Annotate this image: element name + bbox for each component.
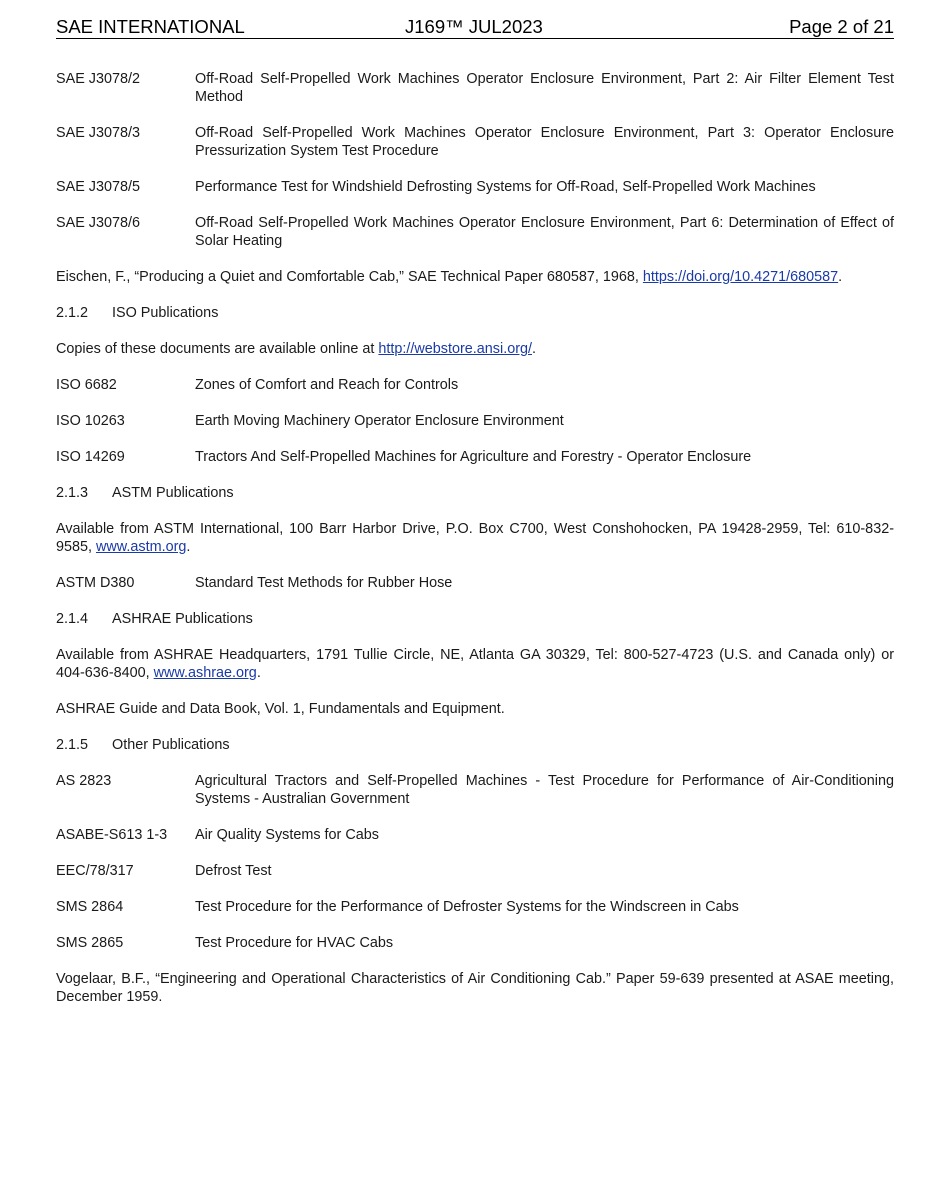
ashrae-guide-citation: ASHRAE Guide and Data Book, Vol. 1, Fundamentals and Equipment.	[56, 701, 505, 717]
doi-link[interactable]: https://doi.org/10.4271/680587	[642, 269, 839, 285]
reference-title: Test Procedure for the Performance of Defroster Systems for the Windscreen in Cabs	[195, 899, 739, 915]
ashrae-availability	[56, 646, 894, 682]
section-heading-iso	[56, 304, 894, 322]
citation-text: Eischen, F., “Producing a Quiet and Comfortable Cab,” SAE Technical Paper 680587, 1968,	[56, 269, 643, 285]
availability-text: Available from ASHRAE Headquarters, 1791 Tullie Circle, NE, Atlanta GA 30329, Tel: 800-527-4723 (U.S. and Canada only) or 404-636-8400,	[56, 647, 894, 681]
reference-title: Standard Test Methods for Rubber Hose	[195, 575, 453, 591]
reference-code: AS 2823	[56, 773, 112, 789]
section-title: ASTM Publications	[112, 485, 234, 501]
reference-title: Off-Road Self-Propelled Work Machines Operator Enclosure Environment, Part 6: Determination of Effect of Solar Heating	[195, 215, 894, 249]
astm-availability	[56, 520, 894, 556]
reference-entry	[56, 862, 894, 880]
ashrae-link[interactable]: www.ashrae.org	[153, 665, 257, 681]
section-title: ASHRAE Publications	[112, 611, 253, 627]
section-heading-astm	[56, 484, 894, 502]
reference-entry	[56, 214, 894, 250]
reference-code: ISO 6682	[56, 377, 117, 393]
reference-title: Test Procedure for HVAC Cabs	[195, 935, 394, 951]
reference-code: ASTM D380	[56, 575, 135, 591]
section-number: 2.1.2	[56, 305, 89, 321]
reference-entry	[56, 772, 894, 808]
availability-tail: .	[186, 539, 191, 555]
header-doc-id: J169™ JUL2023	[405, 16, 543, 37]
availability-text: Available from ASTM International, 100 Barr Harbor Drive, P.O. Box C700, West Conshohocken, PA 19428-2959, Tel: 610-832-9585,	[56, 521, 894, 555]
reference-entry	[56, 178, 894, 196]
reference-entry	[56, 898, 894, 916]
document-body	[56, 70, 894, 1024]
reference-entry	[56, 412, 894, 430]
header-org: SAE INTERNATIONAL	[56, 16, 245, 37]
reference-code: SAE J3078/6	[56, 215, 141, 231]
section-number: 2.1.5	[56, 737, 89, 753]
reference-title: Zones of Comfort and Reach for Controls	[195, 377, 459, 393]
availability-tail: .	[532, 341, 536, 357]
citation-tail: .	[838, 269, 843, 285]
availability-text: Copies of these documents are available online at	[56, 341, 379, 357]
reference-code: SMS 2864	[56, 899, 124, 915]
section-heading-ashrae	[56, 610, 894, 628]
section-number: 2.1.3	[56, 485, 89, 501]
reference-entry	[56, 376, 894, 394]
reference-code: EEC/78/317	[56, 863, 134, 879]
reference-entry	[56, 574, 894, 592]
reference-entry	[56, 934, 894, 952]
reference-title: Tractors And Self-Propelled Machines for Agriculture and Forestry - Operator Enclosure	[195, 449, 752, 465]
reference-code: SMS 2865	[56, 935, 124, 951]
reference-title: Performance Test for Windshield Defrosting Systems for Off-Road, Self-Propelled Work Machines	[195, 179, 816, 195]
reference-title: Defrost Test	[195, 863, 272, 879]
reference-title: Off-Road Self-Propelled Work Machines Operator Enclosure Environment, Part 3: Operator Enclosure Pressurization System Test Procedure	[195, 125, 894, 159]
astm-link[interactable]: www.astm.org	[96, 539, 187, 555]
reference-code: ASABE-S613 1-3	[56, 827, 168, 843]
ansi-webstore-link[interactable]: http://webstore.ansi.org/	[378, 341, 532, 357]
section-number: 2.1.4	[56, 611, 89, 627]
section-title: ISO Publications	[112, 305, 219, 321]
availability-tail: .	[256, 665, 261, 681]
header-page-number: Page 2 of 21	[789, 16, 894, 37]
page-header	[56, 16, 894, 39]
reference-entry	[56, 70, 894, 106]
reference-entry	[56, 124, 894, 160]
reference-title: Off-Road Self-Propelled Work Machines Operator Enclosure Environment, Part 2: Air Filter Element Test Method	[195, 71, 894, 105]
section-heading-other	[56, 736, 894, 754]
reference-code: ISO 14269	[56, 449, 125, 465]
section-title: Other Publications	[112, 737, 230, 753]
reference-code: SAE J3078/3	[56, 125, 141, 141]
vogelaar-citation: Vogelaar, B.F., “Engineering and Operational Characteristics of Air Conditioning Cab.” Paper 59-639 presented at ASAE meeting, December 1959.	[56, 971, 894, 1005]
reference-entry	[56, 448, 894, 466]
reference-title: Agricultural Tractors and Self-Propelled Machines - Test Procedure for Performance of Air-Conditioning Systems - Australian Government	[195, 773, 894, 807]
eischen-citation	[56, 268, 894, 286]
reference-entry	[56, 826, 894, 844]
reference-title: Earth Moving Machinery Operator Enclosure Environment	[195, 413, 564, 429]
reference-code: SAE J3078/2	[56, 71, 141, 87]
iso-availability	[56, 340, 894, 358]
reference-code: SAE J3078/5	[56, 179, 141, 195]
reference-title: Air Quality Systems for Cabs	[195, 827, 379, 843]
reference-code: ISO 10263	[56, 413, 125, 429]
